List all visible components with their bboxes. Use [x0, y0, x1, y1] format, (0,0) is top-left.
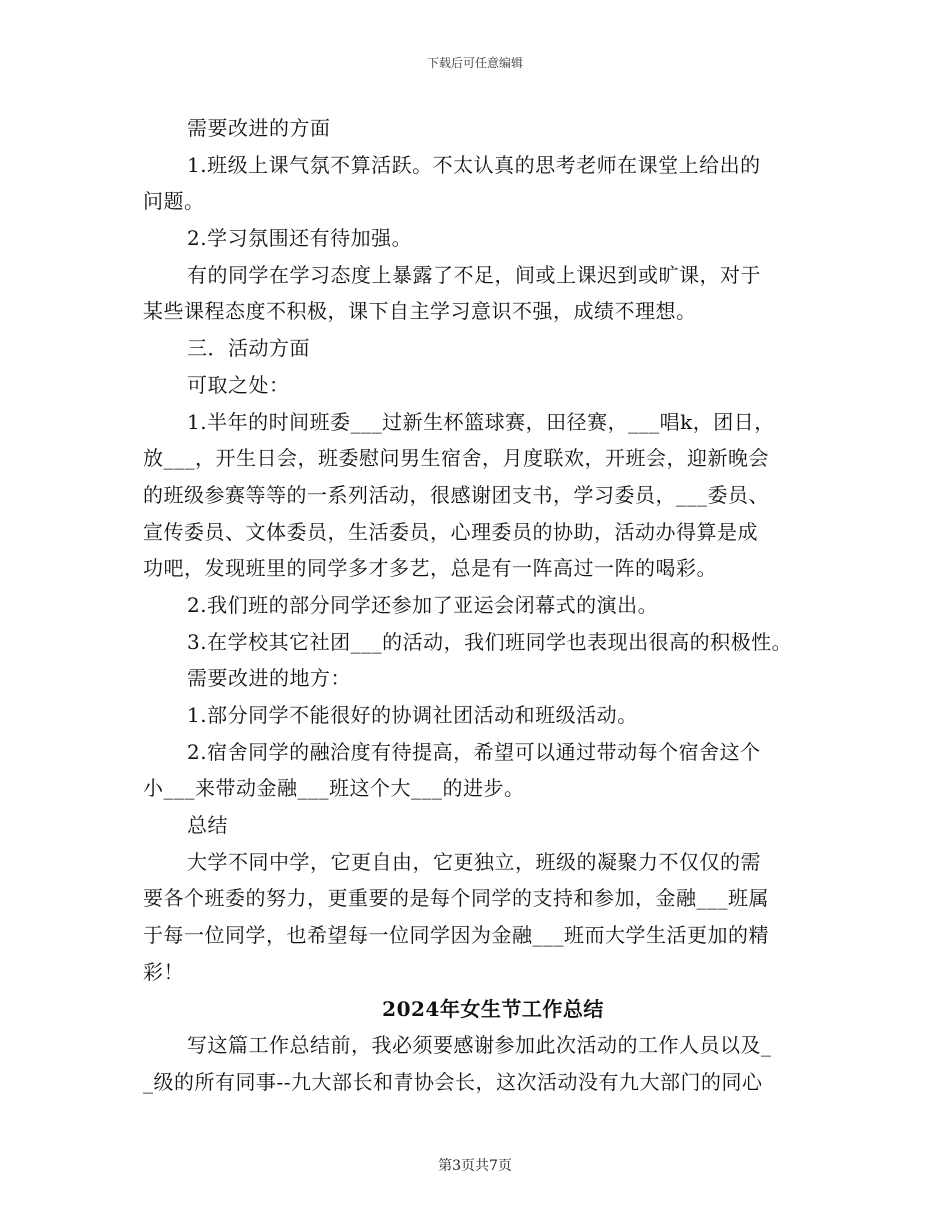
text-line: 可取之处：: [187, 372, 290, 397]
text-line: _级的所有同事--九大部长和青协会长，这次活动没有九大部门的同心: [143, 1069, 763, 1094]
text-line: 总结: [187, 813, 228, 838]
text-line: 功吧，发现班里的同学多才多艺，总是有一阵高过一阵的喝彩。: [143, 556, 717, 581]
text-line: 需要改进的方面: [187, 116, 331, 140]
text-line: 某些课程态度不积极，课下自主学习意识不强，成绩不理想。: [143, 299, 697, 324]
text-line: 大学不同中学，它更自由，它更独立，班级的凝聚力不仅仅的需: [187, 849, 761, 874]
text-line: 要各个班委的努力，更重要的是每个同学的支持和参加，金融___班属: [143, 886, 769, 911]
text-line: 需要改进的地方：: [187, 666, 351, 691]
text-line: 写这篇工作总结前，我必须要感谢参加此次活动的工作人员以及_: [187, 1033, 772, 1058]
text-line: 的班级参赛等等的一系列活动，很感谢团支书，学习委员，___委员、: [143, 482, 769, 507]
text-line: 1.半年的时间班委___过新生杯篮球赛，田径赛，___唱k，团日，: [187, 409, 775, 434]
text-line: 2.学习氛围还有待加强。: [187, 226, 413, 251]
page-footer: 第3页共7页: [438, 1158, 512, 1174]
text-line: 有的同学在学习态度上暴露了不足，间或上课迟到或旷课，对于: [187, 262, 761, 287]
text-line: 1.班级上课气氛不算活跃。不太认真的思考老师在课堂上给出的: [187, 152, 761, 177]
text-line: 2.宿舍同学的融洽度有待提高，希望可以通过带动每个宿舍这个: [187, 739, 761, 764]
text-line: 小___来带动金融___班这个大___的进步。: [143, 776, 525, 801]
text-line: 2.我们班的部分同学还参加了亚运会闭幕式的演出。: [187, 592, 659, 617]
text-line: 问题。: [143, 189, 205, 214]
page-header: 下载后可任意编辑: [426, 56, 523, 70]
section-title: 2024年女生节工作总结: [382, 996, 604, 1021]
document-body: [143, 110, 823, 1101]
text-line: 1.部分同学不能很好的协调社团活动和班级活动。: [187, 703, 638, 727]
text-line: 3.在学校其它社团___的活动，我们班同学也表现出很高的积极性。: [187, 629, 793, 654]
text-line: 放___，开生日会，班委慰问男生宿舍，月度联欢，开班会，迎新晚会: [143, 446, 769, 471]
text-line: 彩！: [143, 959, 184, 984]
text-line: 于每一位同学，也希望每一位同学因为金融___班而大学生活更加的精: [143, 923, 769, 948]
text-line: 三．活动方面: [187, 336, 310, 361]
text-line: 宣传委员、文体委员，生活委员，心理委员的协助，活动办得算是成: [143, 519, 758, 544]
